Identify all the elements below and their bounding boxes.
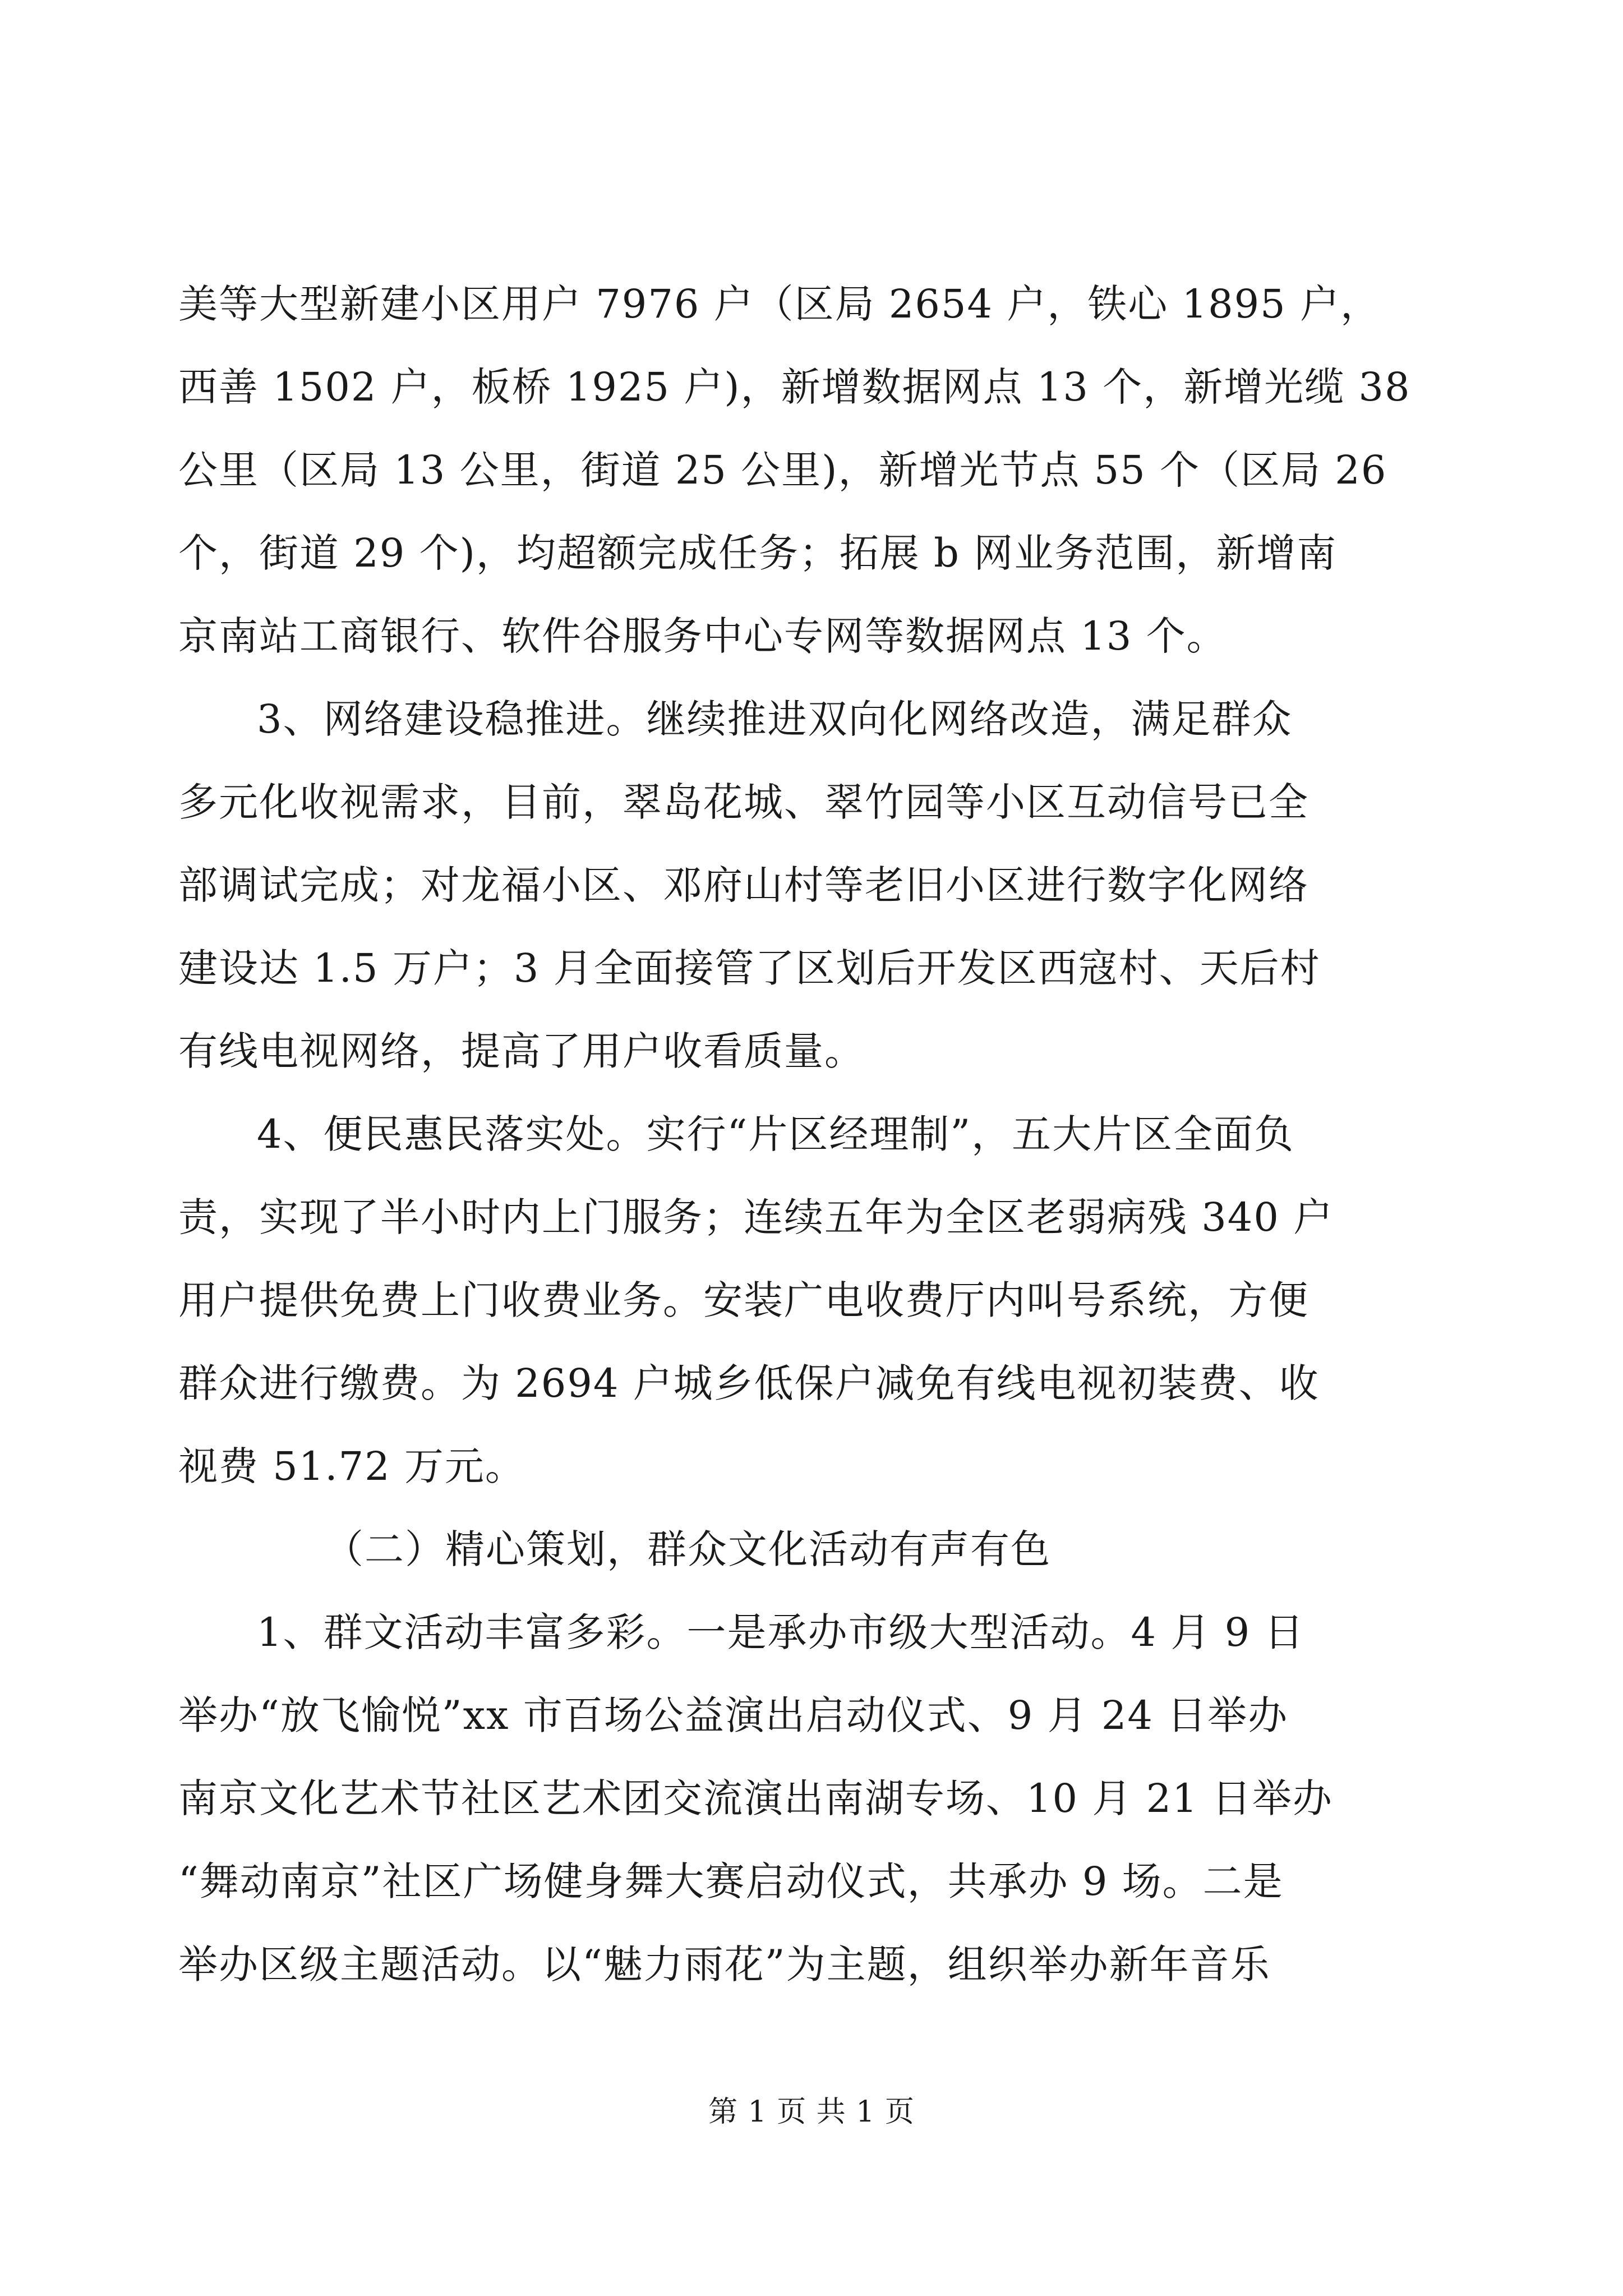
text-line: 西善 1502 户，板桥 1925 户)，新增数据网点 13 个，新增光缆 38 (178, 364, 1411, 410)
page-footer: 第 1 页 共 1 页 (708, 2095, 915, 2129)
text-line: 举办区级主题活动。以“魅力雨花”为主题，组织举办新年音乐 (178, 1941, 1271, 1987)
text-line: 群众进行缴费。为 2694 户城乡低保户减免有线电视初装费、收 (178, 1360, 1320, 1406)
text-line: 美等大型新建小区用户 7976 户（区局 2654 户，铁心 1895 户， (178, 281, 1381, 327)
text-line: 有线电视网络，提高了用户收看质量。 (178, 1028, 865, 1074)
text-line: 公里（区局 13 公里，街道 25 公里)，新增光节点 55 个（区局 26 (178, 447, 1387, 493)
text-line: 部调试完成；对龙福小区、邓府山村等老旧小区进行数字化网络 (178, 862, 1309, 908)
text-line: 建设达 1.5 万户；3 月全面接管了区划后开发区西寇村、天后村 (178, 945, 1321, 991)
document-body (178, 263, 1445, 2006)
text-line: 责，实现了半小时内上门服务；连续五年为全区老弱病残 340 户 (178, 1194, 1334, 1240)
text-line: 个，街道 29 个)，均超额完成任务；拓展 b 网业务范围，新增南 (178, 530, 1338, 576)
text-line: 举办“放飞愉悦”xx 市百场公益演出启动仪式、9 月 24 日举办 (178, 1692, 1289, 1738)
paragraph-start-line: 1、群文活动丰富多彩。一是承办市级大型活动。4 月 9 日 (257, 1609, 1305, 1655)
text-line: 京南站工商银行、软件谷服务中心专网等数据网点 13 个。 (178, 613, 1227, 659)
text-line: 视费 51.72 万元。 (178, 1443, 525, 1489)
paragraph-start-line: 4、便民惠民落实处。实行“片区经理制”，五大片区全面负 (257, 1111, 1295, 1157)
text-line: 用户提供免费上门收费业务。安装广电收费厅内叫号系统，方便 (178, 1277, 1309, 1323)
paragraph-start-line: 3、网络建设稳推进。继续推进双向化网络改造，满足群众 (257, 696, 1293, 742)
text-line: 南京文化艺术节社区艺术团交流演出南湖专场、10 月 21 日举办 (178, 1775, 1333, 1821)
text-line: “舞动南京”社区广场健身舞大赛启动仪式，共承办 9 场。二是 (178, 1858, 1284, 1904)
text-line: 多元化收视需求，目前，翠岛花城、翠竹园等小区互动信号已全 (178, 779, 1309, 825)
section-heading: （二）精心策划，群众文化活动有声有色 (324, 1526, 1051, 1572)
